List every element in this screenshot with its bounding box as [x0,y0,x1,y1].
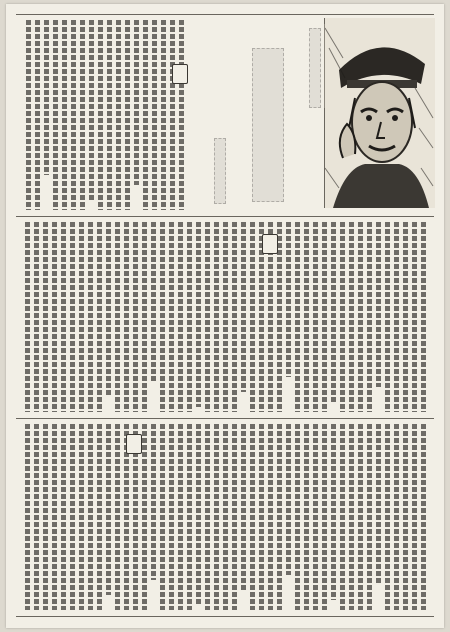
text-column [106,424,111,610]
author-byline-placeholder [214,138,226,204]
article-title-placeholder [252,48,284,202]
text-column [115,222,120,412]
text-column [358,424,363,610]
text-column [367,222,372,412]
text-column [169,222,174,412]
text-column [52,424,57,610]
text-column [412,222,417,412]
body-text-band-3 [20,424,430,610]
text-column [26,20,31,210]
text-column [44,20,49,210]
text-column [322,424,327,610]
text-column [34,222,39,412]
text-column [259,424,264,610]
text-column [403,222,408,412]
text-column [142,222,147,412]
text-column [125,20,130,210]
text-column [170,20,175,210]
text-column [322,222,327,412]
text-column [88,424,93,610]
text-column [241,424,246,610]
text-column [232,222,237,412]
text-column [106,222,111,412]
text-column [223,424,228,610]
text-column [89,20,94,210]
text-column [97,222,102,412]
text-column [196,222,201,412]
text-column [331,222,336,412]
text-column [286,222,291,412]
text-column [71,20,76,210]
text-column [53,20,58,210]
text-column [349,222,354,412]
text-column [205,424,210,610]
text-column [295,424,300,610]
text-column [205,222,210,412]
text-column [62,20,67,210]
text-column [403,424,408,610]
text-column [385,424,390,610]
text-column [250,424,255,610]
portrait-woodcut-icon [324,18,435,208]
band-divider-lower [16,418,434,419]
text-column [25,222,30,412]
text-column [124,222,129,412]
text-column [169,424,174,610]
text-column [143,20,148,210]
section-mark-1 [172,64,188,84]
text-column [25,424,30,610]
text-column [80,20,85,210]
text-column [116,20,121,210]
text-column [241,222,246,412]
text-column [133,222,138,412]
text-column [394,222,399,412]
text-column [412,424,417,610]
text-column [385,222,390,412]
text-column [286,424,291,610]
band-divider-upper [16,216,434,217]
text-column [161,20,166,210]
text-column [151,222,156,412]
text-column [187,424,192,610]
text-column [214,424,219,610]
text-column [214,222,219,412]
bottom-rule [16,616,434,617]
text-column [421,222,426,412]
section-mark-2 [262,234,278,254]
text-column [277,424,282,610]
series-label-placeholder [309,28,321,108]
text-column [178,222,183,412]
text-column [151,424,156,610]
text-column [97,424,102,610]
text-column [160,424,165,610]
text-column [268,424,273,610]
text-column [349,424,354,610]
text-column [142,424,147,610]
text-column [43,424,48,610]
text-column [232,424,237,610]
top-rule [16,14,434,15]
text-column [223,222,228,412]
text-column [179,20,184,210]
magazine-page [6,4,444,628]
text-column [61,424,66,610]
text-column [250,222,255,412]
body-text-band-2 [20,222,430,412]
text-column [340,424,345,610]
text-column [79,222,84,412]
portrait-illustration [325,18,435,208]
text-column [187,222,192,412]
text-column [52,222,57,412]
text-column [61,222,66,412]
text-column [340,222,345,412]
text-column [134,20,139,210]
text-column [376,222,381,412]
text-column [79,424,84,610]
text-column [295,222,300,412]
text-column [107,20,112,210]
text-column [313,222,318,412]
text-column [394,424,399,610]
text-column [70,222,75,412]
text-column [421,424,426,610]
text-column [70,424,75,610]
body-text-band-1 [20,20,188,210]
section-mark-3 [126,434,142,454]
text-column [115,424,120,610]
text-column [178,424,183,610]
text-column [304,424,309,610]
text-column [43,222,48,412]
text-column [331,424,336,610]
text-column [313,424,318,610]
text-column [196,424,201,610]
text-column [98,20,103,210]
text-column [160,222,165,412]
text-column [304,222,309,412]
text-column [34,424,39,610]
text-column [88,222,93,412]
text-column [35,20,40,210]
text-column [376,424,381,610]
text-column [367,424,372,610]
text-column [358,222,363,412]
text-column [152,20,157,210]
